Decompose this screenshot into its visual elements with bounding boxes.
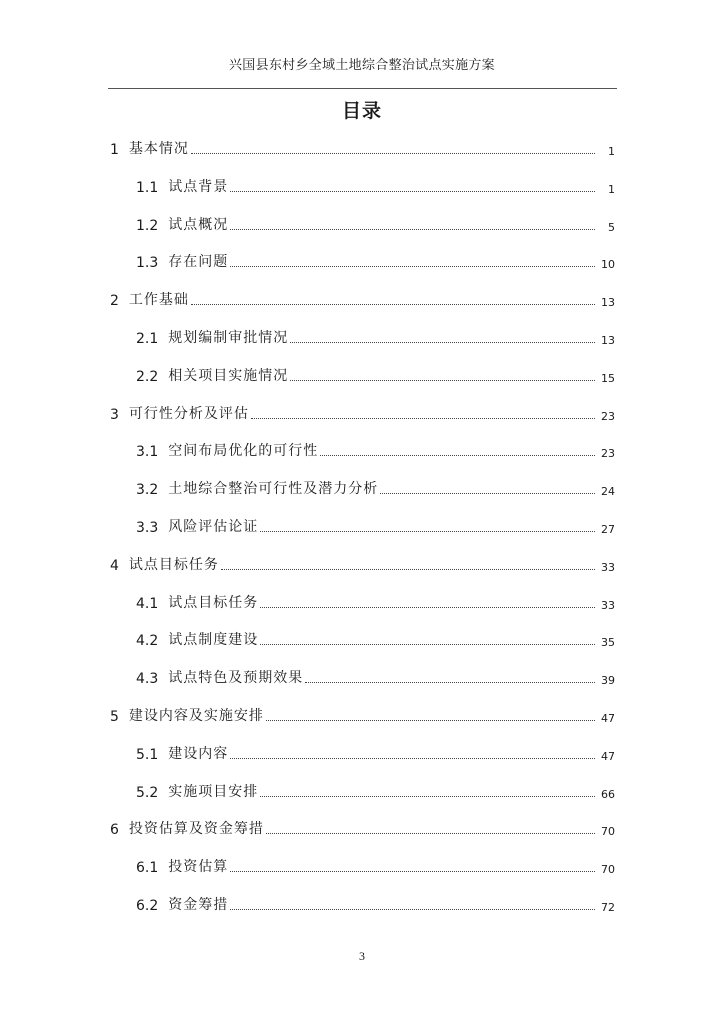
toc-entry-number: 4 (110, 558, 119, 574)
toc-entry-number: 3.1 (136, 444, 159, 460)
toc-entry-page: 70 (601, 825, 615, 838)
toc-leader-dots (290, 379, 595, 381)
toc-entry-number: 4.2 (136, 633, 159, 649)
toc-leader-dots (260, 795, 595, 797)
toc-leader-dots (320, 454, 595, 456)
toc-entry[interactable] (0, 365, 724, 385)
page-number: 3 (359, 949, 365, 963)
toc-entry-page: 70 (601, 863, 615, 876)
toc-entry[interactable] (0, 214, 724, 234)
toc-entry-number: 5.1 (136, 747, 159, 763)
toc-entry-page: 33 (601, 599, 615, 612)
toc-leader-dots (260, 643, 595, 645)
toc-entry[interactable] (0, 440, 724, 460)
toc-entry-page: 13 (601, 334, 615, 347)
toc-entry-page: 1 (608, 145, 615, 158)
toc-entry-label: 试点背景 (168, 179, 229, 195)
toc-entry-page: 1 (608, 183, 615, 196)
toc-entry-page: 13 (601, 296, 615, 309)
toc-leader-dots (230, 870, 595, 872)
toc-entry[interactable] (0, 289, 724, 309)
toc-entry-label: 试点目标任务 (168, 595, 259, 611)
toc-entry-label: 试点制度建设 (168, 632, 259, 648)
toc-entry[interactable] (0, 403, 724, 423)
toc-entry-label: 试点概况 (168, 217, 229, 233)
toc-entry[interactable] (0, 592, 724, 612)
toc-entry-page: 47 (601, 712, 615, 725)
toc-entry-page: 39 (601, 674, 615, 687)
toc-entry-page: 15 (601, 372, 615, 385)
toc-entry-page: 23 (601, 447, 615, 460)
toc-entry-label: 空间布局优化的可行性 (168, 443, 319, 459)
toc-entry-label: 实施项目安排 (168, 784, 259, 800)
toc-entry-number: 1.2 (136, 218, 159, 234)
toc-entry-label: 投资估算 (168, 859, 229, 875)
toc-entry-page: 66 (601, 788, 615, 801)
toc-leader-dots (305, 681, 595, 683)
toc-entry-number: 4.1 (136, 596, 159, 612)
toc-entry-number: 5.2 (136, 785, 159, 801)
toc-entry[interactable] (0, 856, 724, 876)
toc-leader-dots (230, 757, 595, 759)
toc-entry-page: 72 (601, 901, 615, 914)
toc-entry[interactable] (0, 138, 724, 158)
toc-entry-page: 33 (601, 561, 615, 574)
toc-entry-number: 4.3 (136, 671, 159, 687)
toc-entry[interactable] (0, 516, 724, 536)
toc-entry-number: 2 (110, 293, 119, 309)
toc-entry-number: 2.1 (136, 331, 159, 347)
toc-entry-number: 1 (110, 142, 119, 158)
toc-entry-page: 47 (601, 750, 615, 763)
toc-entry[interactable] (0, 894, 724, 914)
toc-entry-label: 工作基础 (128, 292, 189, 308)
toc-entry-number: 3.2 (136, 482, 159, 498)
toc-entry[interactable] (0, 176, 724, 196)
running-header-title: 兴国县东村乡全域土地综合整治试点实施方案 (228, 58, 495, 73)
toc-entry-label: 试点目标任务 (128, 557, 219, 573)
toc-entry-page: 23 (601, 410, 615, 423)
toc-entry-page: 24 (601, 485, 615, 498)
toc-entry[interactable] (0, 781, 724, 801)
toc-entry-number: 3 (110, 407, 119, 423)
toc-leader-dots (230, 228, 595, 230)
toc-entry-number: 6.1 (136, 860, 159, 876)
toc-leader-dots (380, 492, 595, 494)
toc-entry[interactable] (0, 251, 724, 271)
toc-entry[interactable] (0, 327, 724, 347)
toc-entry[interactable] (0, 478, 724, 498)
toc-entry-number: 1.3 (136, 255, 159, 271)
toc-entry-label: 试点特色及预期效果 (168, 670, 304, 686)
toc-entry-number: 3.3 (136, 520, 159, 536)
toc-entry-page: 35 (601, 636, 615, 649)
toc-leader-dots (230, 265, 595, 267)
toc-leader-dots (251, 417, 595, 419)
toc-leader-dots (266, 719, 595, 721)
toc-entry-page: 27 (601, 523, 615, 536)
toc-entry-number: 5 (110, 709, 119, 725)
toc-entry-number: 1.1 (136, 180, 159, 196)
toc-entry-label: 资金筹措 (168, 897, 229, 913)
toc-entry-page: 10 (601, 258, 615, 271)
toc-leader-dots (191, 152, 595, 154)
toc-leader-dots (260, 606, 595, 608)
toc-entry[interactable] (0, 743, 724, 763)
toc-title: 目录 (341, 100, 382, 122)
toc-entry-number: 6.2 (136, 898, 159, 914)
toc-leader-dots (191, 303, 595, 305)
toc-entry-label: 相关项目实施情况 (168, 368, 289, 384)
toc-leader-dots (230, 190, 595, 192)
toc-entry[interactable] (0, 629, 724, 649)
toc-entry-label: 建设内容 (168, 746, 229, 762)
toc-leader-dots (260, 530, 595, 532)
toc-entry-number: 6 (110, 822, 119, 838)
toc-entry[interactable] (0, 554, 724, 574)
toc-leader-dots (266, 832, 595, 834)
toc-entry-label: 建设内容及实施安排 (128, 708, 264, 724)
toc-entry-label: 风险评估论证 (168, 519, 259, 535)
toc-entry-number: 2.2 (136, 369, 159, 385)
toc-entry-page: 5 (608, 221, 615, 234)
header-divider (108, 88, 617, 89)
toc-entry-label: 规划编制审批情况 (168, 330, 289, 346)
toc-entry-label: 可行性分析及评估 (128, 406, 249, 422)
toc-entry-label: 基本情况 (128, 141, 189, 157)
toc-leader-dots (221, 568, 595, 570)
toc-entry[interactable] (0, 667, 724, 687)
toc-entry[interactable] (0, 705, 724, 725)
toc-entry-label: 存在问题 (168, 254, 229, 270)
toc-leader-dots (290, 341, 595, 343)
toc-entry[interactable] (0, 818, 724, 838)
toc-entry-label: 投资估算及资金筹措 (128, 821, 264, 837)
toc-leader-dots (230, 908, 595, 910)
toc-entry-label: 土地综合整治可行性及潜力分析 (168, 481, 379, 497)
